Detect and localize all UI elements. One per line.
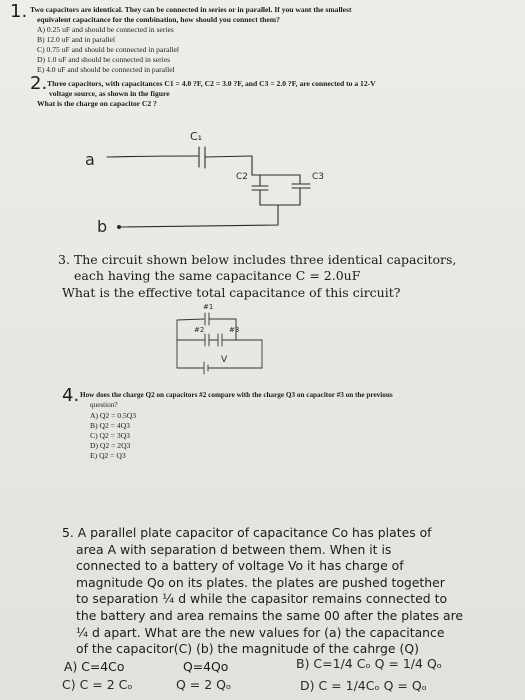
q1-option-a: A) 0.25 uF and should be connected in series — [37, 25, 174, 34]
q3-line3: What is the effective total capacitance of this circuit? — [62, 285, 401, 300]
q3-line2: each having the same capacitance C = 2.0uF — [74, 268, 361, 283]
q5-line1: 5. A parallel plate capacitor of capacitance Co has plates of — [62, 525, 432, 540]
q5-line5: to separation ¼ d while the capasitor remains connected to — [76, 591, 448, 607]
q4-option-d: D) Q2 = 2Q3 — [90, 441, 131, 450]
q1-option-d: D) 1.0 uF and should be connected in series — [37, 55, 171, 64]
q5-option-d: D) C = 1/4Cₒ Q = Qₒ — [300, 678, 427, 693]
q1-number: 1. — [10, 1, 28, 22]
q5-text-block — [62, 525, 463, 658]
q3-line1: 3. The circuit shown below includes three identical capacitors, — [58, 252, 457, 267]
q3-label-c3: #3 — [229, 326, 240, 334]
q5-line7: ¼ d apart. What are the new values for (a) the capacitance — [76, 624, 445, 640]
q1-option-e: E) 4.0 uF and should be connected in parallel — [37, 65, 175, 74]
q5-line8: of the capacitor(C) (b) the magnitude of the cahrge (Q) — [76, 641, 419, 657]
q4-number: 4. — [62, 385, 80, 406]
q3-label-c1: #1 — [203, 303, 214, 311]
q5-line2: area A with separation d between them. When it is — [76, 541, 392, 557]
q3-wire-top-left — [177, 319, 204, 320]
q1-option-c: C) 0.75 uF and should be connected in parallel — [37, 45, 179, 54]
q4-option-e: E) Q2 = Q3 — [90, 451, 126, 460]
q4-text-line1: How does the charge Q2 on capacitors #2 compare with the charge Q3 on capacitor #3 on the previous — [80, 391, 393, 399]
q5-option-c-q: Q = 2 Qₒ — [176, 677, 232, 692]
q1-option-b: B) 12.0 uF and in parallel — [37, 35, 116, 44]
q4-option-a: A) Q2 = 0.5Q3 — [90, 411, 137, 420]
q2-label-c2: C2 — [236, 172, 249, 182]
q3-wire-bottom-left — [177, 340, 203, 368]
q5-option-c-c: C) C = 2 Cₒ — [62, 677, 133, 692]
q5-line3: connected to a battery of voltage Vo it has charge of — [76, 558, 404, 574]
q3-label-c2: #2 — [194, 326, 205, 334]
q2-number: 2. — [30, 73, 48, 94]
q4-option-c: C) Q2 = 3Q3 — [90, 431, 130, 440]
q5-option-b: B) C=1/4 Cₒ Q = 1/4 Qₒ — [296, 656, 442, 671]
q2-label-a: a — [85, 150, 95, 169]
q1-text-line2: equivalent capacitance for the combination, how should you connect them? — [37, 15, 280, 24]
q3-wire-bottom-right — [208, 340, 262, 368]
q4-option-b: B) Q2 = 4Q3 — [90, 421, 130, 430]
q4-text-line2: question? — [90, 401, 118, 409]
q5-option-a-c: A) C=4Co — [64, 659, 125, 674]
q1-text-line1: Two capacitors are identical. They can be connected in series or in parallel. If you want the smallest — [30, 5, 352, 14]
q5-line4: magnitude Qo on its plates. the plates are pushed together — [76, 574, 445, 590]
q2-label-b: b — [97, 217, 108, 236]
q2-text-line3: What is the charge on capacitor C2 ? — [37, 99, 157, 108]
q2-label-c3: C3 — [312, 172, 325, 182]
q2-text-line2: voltage source, as shown in the figure — [49, 89, 170, 98]
q2-label-c1: C₁ — [190, 130, 203, 143]
q5-option-a-q: Q=4Qo — [183, 659, 229, 674]
q5-line6: the battery and area remains the same 00 after the plates are — [76, 607, 464, 623]
q2-text-line1: Three capacitors, with capacitances C1 = 4.0 ?F, C2 = 3.0 ?F, and C3 = 2.0 ?F, are connected to a 12-V — [47, 79, 376, 88]
q3-label-v: V — [221, 355, 228, 365]
